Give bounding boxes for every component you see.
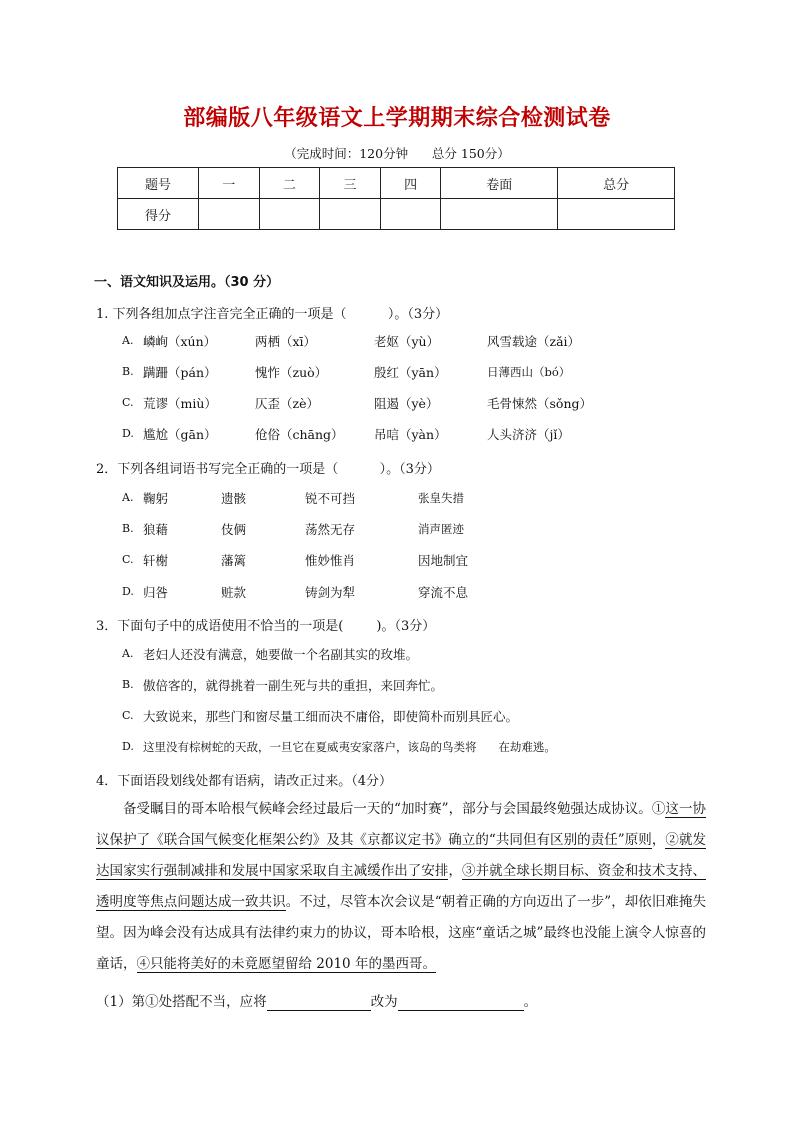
option-item: 鞠躬 bbox=[143, 491, 169, 506]
option-item: 伎俩 bbox=[221, 522, 247, 537]
option-label: A. bbox=[122, 647, 134, 660]
question-2-stem: 2．下列各组词语书写完全正确的一项是（ ）。（3分） bbox=[96, 462, 440, 477]
question-4-passage bbox=[96, 794, 706, 980]
option-item: 蹒跚（pán） bbox=[143, 365, 217, 380]
section-heading: 一、语文知识及运用。（30 分） bbox=[94, 275, 280, 290]
underlined-sentence-1: 这一协议保护了《联合国气候变化框架公约》及其《京都议定书》确立的“共同但有区别的责任”原则 bbox=[96, 801, 706, 848]
question-4-stem: 4．下面语段划线处都有语病，请改正过来。（4分） bbox=[96, 774, 393, 789]
option-item: 荒谬（miù） bbox=[143, 396, 217, 411]
option-item: 老妪（yù） bbox=[374, 334, 440, 349]
option-item: 阻遏（yè） bbox=[374, 396, 439, 411]
option-item: 仄歪（zè） bbox=[255, 396, 319, 411]
option-item: 嶙峋（xún） bbox=[143, 334, 217, 349]
option-item: 锐不可挡 bbox=[305, 491, 356, 506]
score-header-cell: 三 bbox=[320, 168, 381, 199]
option-item: 荡然无存 bbox=[305, 522, 356, 537]
option-label: C. bbox=[122, 553, 134, 566]
score-cell[interactable] bbox=[441, 199, 558, 230]
option-item: 尴尬（gān） bbox=[143, 427, 217, 442]
option-label: C. bbox=[122, 709, 134, 722]
option-item: 殷红（yān） bbox=[374, 365, 447, 380]
passage-text: ， bbox=[651, 832, 666, 848]
score-header-cell: 二 bbox=[259, 168, 320, 199]
score-table-score-row bbox=[118, 199, 675, 230]
score-table-header-row bbox=[118, 168, 675, 199]
option-item: 铸剑为犁 bbox=[305, 585, 356, 600]
sub-question-text: （1）第①处搭配不当，应将 bbox=[96, 994, 267, 1010]
question-1-stem: 1. 下列各组加点字注音完全正确的一项是（ ）。（3分） bbox=[96, 307, 449, 322]
option-item: 赃款 bbox=[221, 585, 247, 600]
option-item: 张皇失措 bbox=[418, 491, 464, 505]
score-row-label: 得分 bbox=[118, 199, 199, 230]
exam-time-info: （完成时间：120分钟 总分 150分） bbox=[284, 146, 510, 161]
score-cell[interactable] bbox=[199, 199, 260, 230]
option-label: A. bbox=[122, 334, 134, 347]
score-header-cell: 总分 bbox=[558, 168, 675, 199]
option-sentence: 这里没有棕树蛇的天敌，一旦它在夏威夷安家落户，该岛的鸟类将 在劫难逃。 bbox=[143, 740, 556, 754]
underlined-sentence-2: ②就发达国家实行强制减排和发展中国家采取自主减缓作出了安排 bbox=[96, 832, 707, 879]
option-sentence: 老妇人还没有满意，她要做一个名副其实的玫堆。 bbox=[143, 647, 419, 662]
score-header-cell: 题号 bbox=[118, 168, 199, 199]
option-sentence: 傲倍客的，就得挑着一副生死与共的重担，来回奔忙。 bbox=[143, 678, 444, 693]
score-cell[interactable] bbox=[380, 199, 441, 230]
option-label: B. bbox=[122, 678, 134, 691]
option-item: 遗骸 bbox=[221, 491, 247, 506]
option-item: 愧怍（zuò） bbox=[255, 365, 328, 380]
score-cell[interactable] bbox=[320, 199, 381, 230]
option-item: 伧俗（chāng） bbox=[255, 427, 344, 442]
option-item: 消声匿迹 bbox=[418, 522, 464, 536]
score-cell[interactable] bbox=[259, 199, 320, 230]
option-item: 轩榭 bbox=[143, 553, 169, 568]
passage-text: 备受瞩目的哥本哈根气候峰会经过最后一天的“加时赛”，部分与会国最终勉强达成协议。① bbox=[123, 801, 666, 817]
underlined-sentence-4: ④只能将美好的未竟愿望留给 2010 年的墨西哥。 bbox=[136, 956, 436, 972]
score-header-cell: 一 bbox=[199, 168, 260, 199]
passage-text: 。不过，尽管本次会议是“朝着正确的方向迈出了一步”，却依旧难掩失望。因为峰会没有达成具有法律约束力的协议，哥本哈根，这座“童话之城”最终也没能上演令人惊喜的童话， bbox=[96, 894, 706, 972]
question-4-sub-1 bbox=[96, 990, 537, 1011]
option-label: B. bbox=[122, 365, 134, 378]
answer-blank[interactable] bbox=[267, 994, 371, 1011]
score-header-cell: 卷面 bbox=[441, 168, 558, 199]
option-sentence: 大致说来，那些门和窗尽量工细而决不庸俗，即使简朴而别具匠心。 bbox=[143, 709, 519, 724]
option-item: 人头济济（jǐ） bbox=[487, 427, 570, 442]
score-table bbox=[117, 167, 675, 230]
answer-blank[interactable] bbox=[398, 994, 524, 1011]
option-item: 归咎 bbox=[143, 585, 169, 600]
sub-question-text: 。 bbox=[523, 994, 538, 1010]
option-item: 狼藉 bbox=[143, 522, 169, 537]
option-label: D. bbox=[122, 427, 134, 440]
option-item: 毛骨悚然（sǒng） bbox=[487, 396, 592, 411]
option-item: 日薄西山（bó） bbox=[487, 365, 571, 379]
option-label: D. bbox=[122, 585, 134, 598]
option-item: 两栖（xī） bbox=[255, 334, 317, 349]
option-item: 吊唁（yàn） bbox=[374, 427, 447, 442]
sub-question-text: 改为 bbox=[370, 994, 398, 1010]
passage-text: ， bbox=[448, 863, 463, 879]
option-item: 穿流不息 bbox=[418, 585, 469, 600]
option-label: A. bbox=[122, 491, 134, 504]
underlined-sentence-3: ③并就全球长期目标、资金和技术支持、透明度等焦点问题达成一致共识 bbox=[96, 863, 707, 910]
option-item: 风雪载途（zǎi） bbox=[487, 334, 581, 349]
option-label: C. bbox=[122, 396, 134, 409]
option-item: 因地制宜 bbox=[418, 553, 469, 568]
option-label: D. bbox=[122, 740, 134, 753]
score-header-cell: 四 bbox=[380, 168, 441, 199]
option-item: 惟妙惟肖 bbox=[305, 553, 356, 568]
question-3-stem: 3．下面句子中的成语使用不恰当的一项是( )。（3分） bbox=[96, 619, 436, 634]
option-label: B. bbox=[122, 522, 134, 535]
option-item: 藩篱 bbox=[221, 553, 247, 568]
score-cell[interactable] bbox=[558, 199, 675, 230]
page-title: 部编版八年级语文上学期期末综合检测试卷 bbox=[183, 106, 611, 131]
